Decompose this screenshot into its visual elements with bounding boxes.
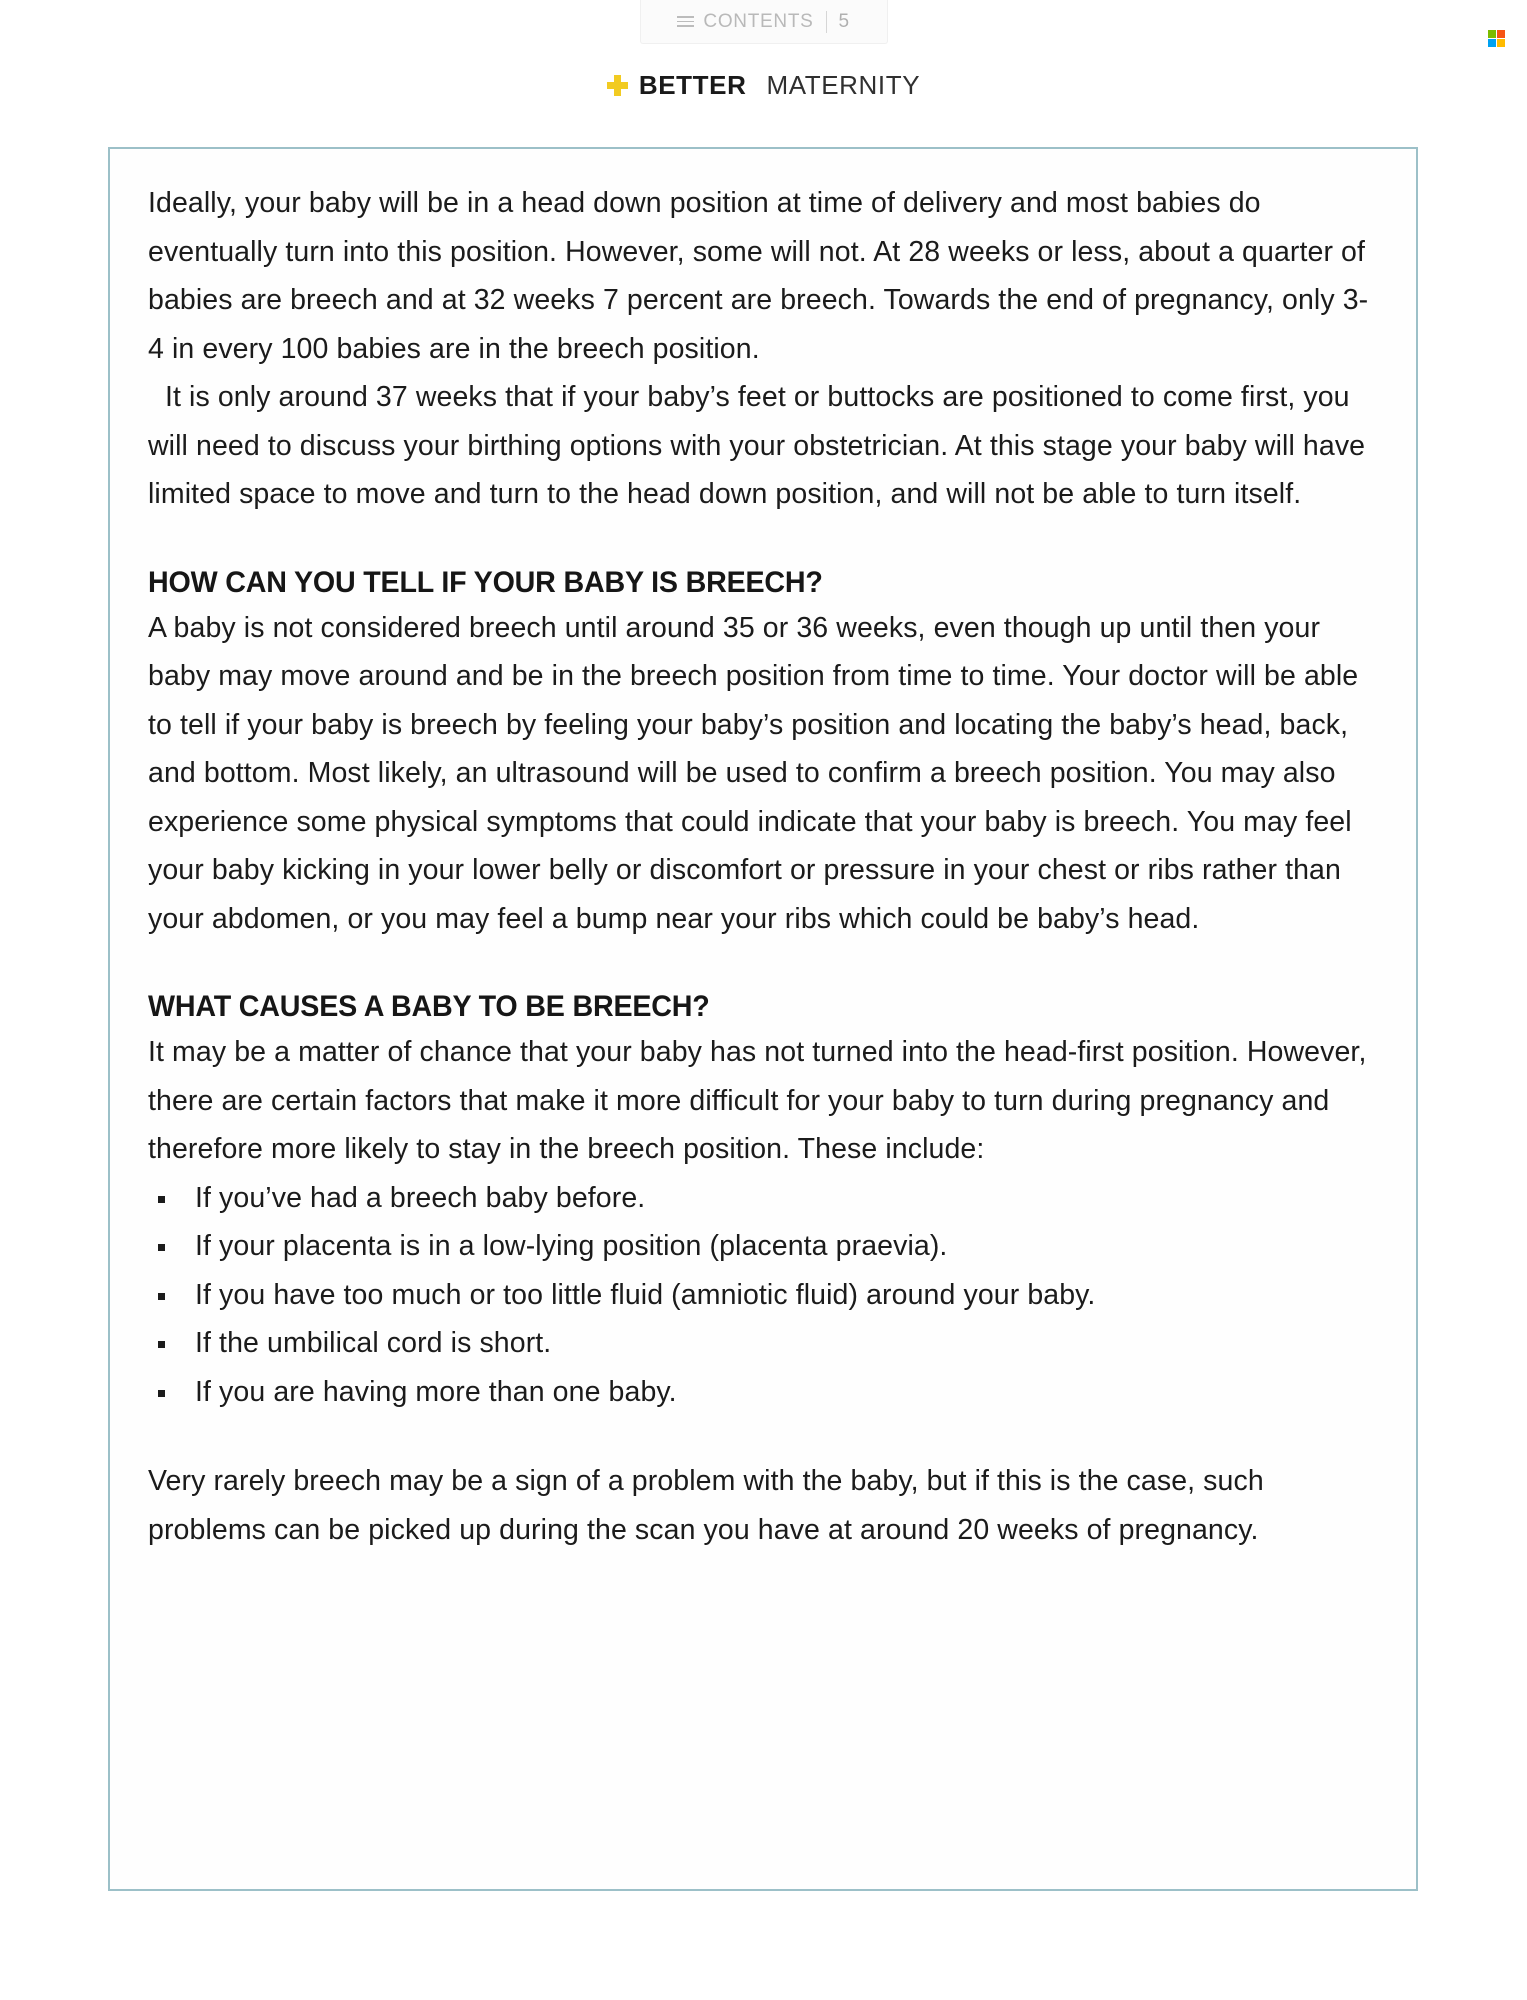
paragraph-what-causes: It may be a matter of chance that your baby has not turned into the head-first position. However, there are certain factors that make it more difficult for your baby to turn during pregnancy and therefore more likely to stay in the breech position. These include:	[148, 1036, 1367, 1165]
contents-divider	[826, 11, 827, 33]
paragraph-how-to-tell: A baby is not considered breech until around 35 or 36 weeks, even though up until then your baby may move around and be in the breech position from time to time. Your doctor will be able to tell if your baby is breech by feeling your baby’s position and locating the baby’s head, back, and bottom. Most likely, an ultrasound will be used to confirm a breech position. You may also experience some physical symptoms that could indicate that your baby is breech. You may feel your baby kicking in your lower belly or discomfort or pressure in your chest or ribs rather than your abdomen, or you may feel a bump near your ribs which could be baby’s head.	[148, 611, 1359, 935]
microsoft-four-square-logo-icon	[1488, 30, 1505, 47]
heading-what-causes-breech: WHAT CAUSES A BABY TO BE BREECH?	[148, 990, 710, 1023]
list-item: If you are having more than one baby.	[148, 1368, 1378, 1417]
page-number: 5	[838, 10, 850, 32]
breech-causes-list	[148, 1174, 1378, 1417]
list-item: If you have too much or too little fluid (amniotic fluid) around your baby.	[148, 1271, 1378, 1320]
list-item: If the umbilical cord is short.	[148, 1319, 1378, 1368]
contents-label: CONTENTS	[703, 10, 814, 32]
logo-square-blue	[1488, 39, 1496, 47]
paragraph-37-weeks: It is only around 37 weeks that if your baby’s feet or buttocks are positioned to come first, you will need to discuss your birthing options with your obstetrician. At this stage your baby will have limited space to move and turn to the head down position, and will not be able to turn itself.	[148, 381, 1366, 510]
brand-logo	[0, 70, 1527, 101]
plus-cross-icon	[607, 75, 628, 96]
article-body	[148, 179, 1378, 1554]
paragraph-very-rarely: Very rarely breech may be a sign of a problem with the baby, but if this is the case, such problems can be picked up during the scan you have at around 20 weeks of pregnancy.	[148, 1465, 1264, 1546]
brand-name-bold: BETTER	[638, 70, 747, 100]
spacer	[148, 1416, 1378, 1457]
brand-name-light: MATERNITY	[766, 70, 921, 100]
list-item: If your placenta is in a low-lying position (placenta praevia).	[148, 1222, 1378, 1271]
hamburger-menu-icon	[677, 16, 694, 27]
list-item: If you’ve had a breech baby before.	[148, 1174, 1378, 1223]
logo-square-green	[1488, 30, 1496, 38]
contents-button[interactable]	[640, 0, 888, 44]
logo-square-red	[1497, 30, 1505, 38]
page-content-frame	[108, 147, 1418, 1891]
logo-square-yellow	[1497, 39, 1505, 47]
heading-how-can-you-tell: HOW CAN YOU TELL IF YOUR BABY IS BREECH?	[148, 565, 823, 599]
paragraph-intro: Ideally, your baby will be in a head down position at time of delivery and most babies do eventually turn into this position. However, some will not. At 28 weeks or less, about a quarter of babies are breech and at 32 weeks 7 percent are breech. Towards the end of pregnancy, only 3-4 in every 100 babies are in the breech position.	[148, 187, 1369, 365]
